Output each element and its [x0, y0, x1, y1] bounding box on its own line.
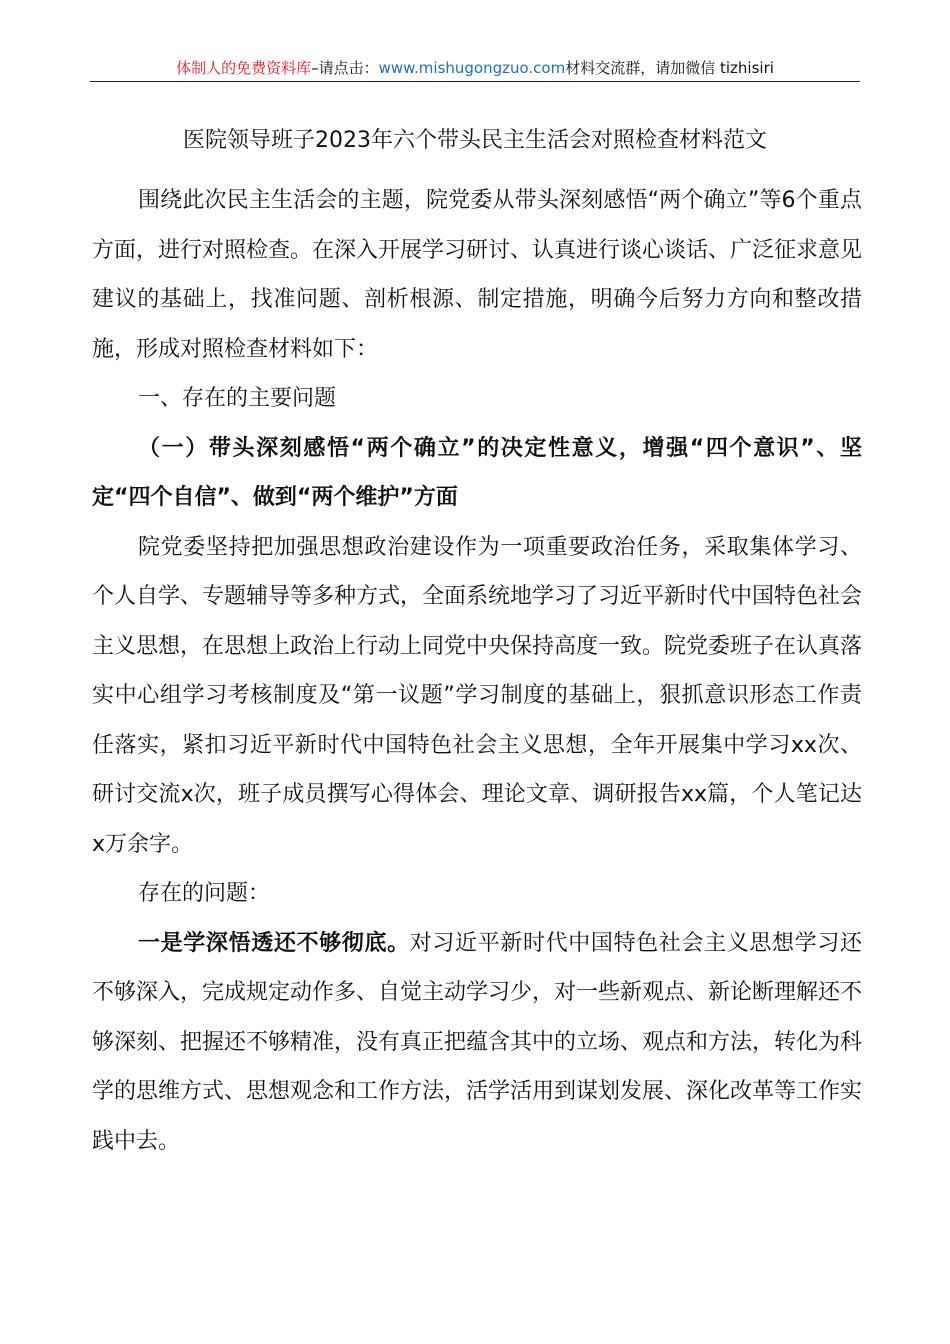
problem-lead: 一是学深悟透还不够彻底。	[138, 930, 410, 956]
header-brand: 体制人的免费资料库	[176, 59, 312, 77]
document-body	[92, 176, 862, 1166]
subsection-paragraph: 院党委坚持把加强思想政治建设作为一项重要政治任务，采取集体学习、个人自学、专题辅导等多种方式，全面系统地学习了习近平新时代中国特色社会主义思想，在思想上政治上行动上同党中央保持高度一致。院党委班子在认真落实中心组学习考核制度及“第一议题”学习制度的基础上，狠抓意识形态工作责任落实，紧扣习近平新时代中国特色社会主义思想，全年开展集中学习xx次、研讨交流x次，班子成员撰写心得体会、理论文章、调研报告xx篇，个人笔记达x万余字。	[92, 534, 863, 857]
subsection-heading: （一）带头深刻感悟“两个确立”的决定性意义，增强“四个意识”、坚定“四个自信”、做到“两个维护”方面	[92, 435, 862, 510]
header-suffix: 材料交流群，请加微信 tizhisiri	[565, 59, 774, 77]
document-title: 医院领导班子2023年六个带头民主生活会对照检查材料范文	[183, 128, 767, 153]
page-header	[90, 58, 860, 78]
intro-paragraph: 围绕此次民主生活会的主题，院党委从带头深刻感悟“两个确立”等6个重点方面，进行对照检查。在深入开展学习研讨、认真进行谈心谈话、广泛征求意见建议的基础上，找准问题、剖析根源、制定措施，明确今后努力方向和整改措施，形成对照检查材料如下：	[92, 188, 863, 362]
problem-text: 对习近平新时代中国特色社会主义思想学习还不够深入，完成规定动作多、自觉主动学习少，对一些新观点、新论断理解还不够深刻、把握还不够精准，没有真正把蕴含其中的立场、观点和方法，转化为科学的思维方式、思想观念和工作方法，活学活用到谋划发展、深化改革等工作实践中去。	[92, 930, 863, 1154]
header-divider	[90, 81, 860, 82]
header-prompt: –请点击：	[311, 59, 379, 77]
problem-paragraph	[92, 919, 862, 1167]
header-url-link[interactable]: www.mishugongzuo.com	[378, 59, 566, 77]
section-heading: 一、存在的主要问题	[138, 386, 337, 411]
problems-label: 存在的问题：	[138, 881, 271, 906]
